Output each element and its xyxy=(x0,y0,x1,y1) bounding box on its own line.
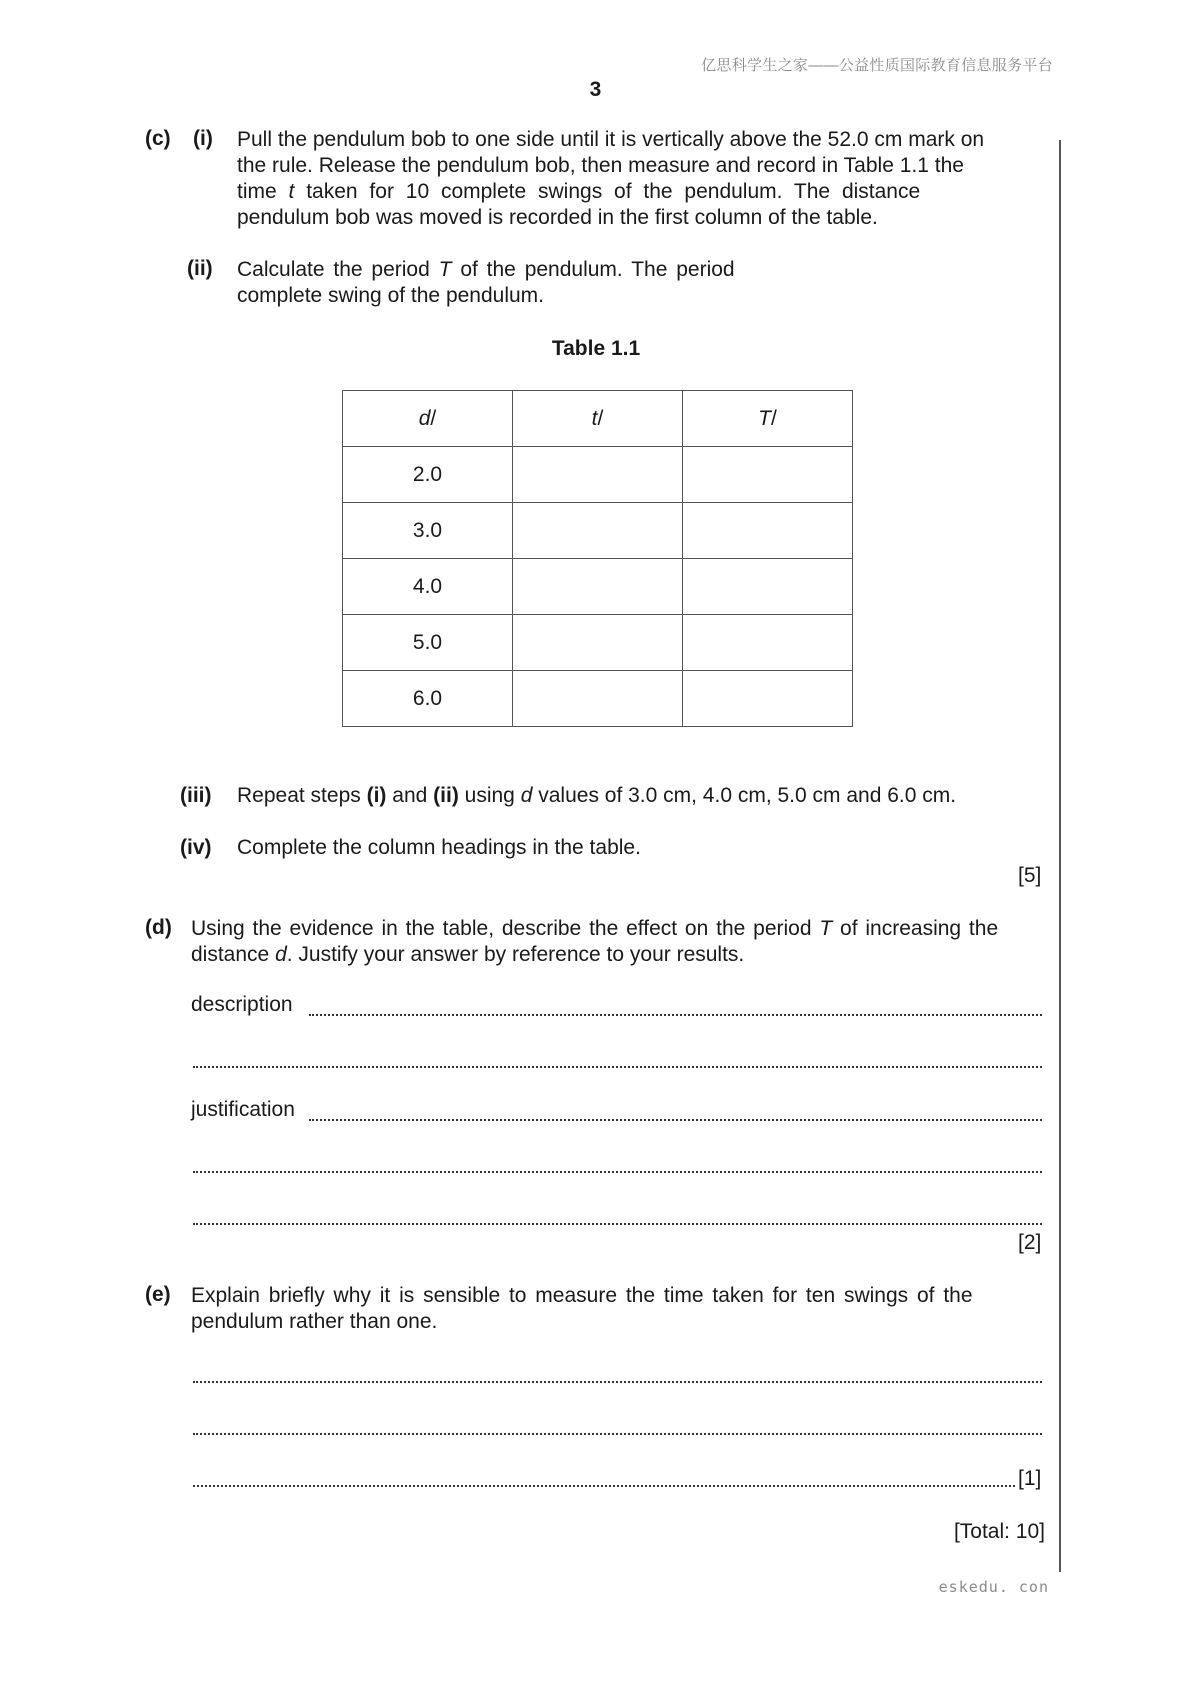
cell-d: 6.0 xyxy=(343,671,513,727)
part-c-iv-label: (iv) xyxy=(180,836,212,859)
margin-rule xyxy=(1059,140,1061,1572)
justification-answer-line[interactable] xyxy=(193,1171,1042,1173)
header-t[interactable]: t/ xyxy=(513,391,683,447)
part-c-iv-text: Complete the column headings in the table. xyxy=(237,836,641,859)
part-c-ii-line2: complete swing of the pendulum. xyxy=(237,284,545,307)
part-c-i-label: (i) xyxy=(193,127,213,150)
cell-T[interactable] xyxy=(683,447,853,503)
watermark-header: 亿思科学生之家——公益性质国际教育信息服务平台 xyxy=(701,57,1053,74)
part-c-i-line4: pendulum bob was moved is recorded in the first column of the table. xyxy=(237,206,878,229)
description-answer-line[interactable] xyxy=(193,1066,1042,1068)
part-c-i-line1: Pull the pendulum bob to one side until it is vertically above the 52.0 cm mark on xyxy=(237,128,985,151)
part-e-line2: pendulum rather than one. xyxy=(191,1310,438,1333)
watermark-footer: eskedu. con xyxy=(938,1578,1049,1596)
part-c-i-text xyxy=(237,127,1045,231)
part-c-label: (c) xyxy=(145,127,171,150)
table-row xyxy=(343,447,853,503)
part-e-line1: Explain briefly why it is sensible to measure the time taken for ten swings of the xyxy=(191,1284,973,1307)
part-e-label: (e) xyxy=(145,1283,171,1306)
cell-t[interactable] xyxy=(513,615,683,671)
part-e-answer-line[interactable] xyxy=(193,1485,1015,1487)
header-d[interactable]: d/ xyxy=(343,391,513,447)
page-number: 3 xyxy=(589,78,602,101)
part-d-text xyxy=(191,916,1045,968)
description-label: description xyxy=(191,993,293,1016)
justification-answer-line[interactable] xyxy=(309,1119,1042,1121)
cell-d: 3.0 xyxy=(343,503,513,559)
cell-t[interactable] xyxy=(513,447,683,503)
table-row xyxy=(343,559,853,615)
description-answer-line[interactable] xyxy=(309,1014,1042,1016)
cell-d: 2.0 xyxy=(343,447,513,503)
total-marks: [Total: 10] xyxy=(953,1520,1045,1543)
part-d-line2: distance d. Justify your answer by reference to your results. xyxy=(191,943,745,966)
part-c-i-line2: the rule. Release the pendulum bob, then measure and record in Table 1.1 the xyxy=(237,154,964,177)
part-d-line1: Using the evidence in the table, describe the effect on the period T of increasing the xyxy=(191,917,999,940)
justification-label: justification xyxy=(191,1098,295,1121)
part-c-marks: [5] xyxy=(1018,864,1042,887)
cell-T[interactable] xyxy=(683,671,853,727)
cell-T[interactable] xyxy=(683,503,853,559)
part-d-label: (d) xyxy=(145,916,172,939)
cell-T[interactable] xyxy=(683,615,853,671)
part-e-answer-line[interactable] xyxy=(193,1433,1042,1435)
part-c-ii-text xyxy=(237,257,1045,309)
cell-t[interactable] xyxy=(513,559,683,615)
part-c-i-line3: time t taken for 10 complete swings of the pendulum. The distance xyxy=(237,180,921,203)
cell-d: 5.0 xyxy=(343,615,513,671)
cell-d: 4.0 xyxy=(343,559,513,615)
table-row xyxy=(343,671,853,727)
part-e-answer-line[interactable] xyxy=(193,1381,1042,1383)
part-c-ii-line1: Calculate the period T of the pendulum. The period xyxy=(237,258,735,281)
part-c-iii-text: Repeat steps (i) and (ii) using d values of 3.0 cm, 4.0 cm, 5.0 cm and 6.0 cm. xyxy=(237,784,957,807)
cell-t[interactable] xyxy=(513,671,683,727)
part-d-marks: [2] xyxy=(1018,1231,1042,1254)
part-e-text xyxy=(191,1283,1045,1335)
part-c-iii-label: (iii) xyxy=(180,784,212,807)
results-table xyxy=(342,390,853,727)
cell-T[interactable] xyxy=(683,559,853,615)
part-c-ii-label: (ii) xyxy=(187,257,213,280)
table-row xyxy=(343,503,853,559)
table-title: Table 1.1 xyxy=(551,337,641,360)
part-e-marks: [1] xyxy=(1018,1467,1042,1490)
header-T[interactable]: T/ xyxy=(683,391,853,447)
cell-t[interactable] xyxy=(513,503,683,559)
justification-answer-line[interactable] xyxy=(193,1223,1042,1225)
table-row xyxy=(343,615,853,671)
table-header-row xyxy=(343,391,853,447)
